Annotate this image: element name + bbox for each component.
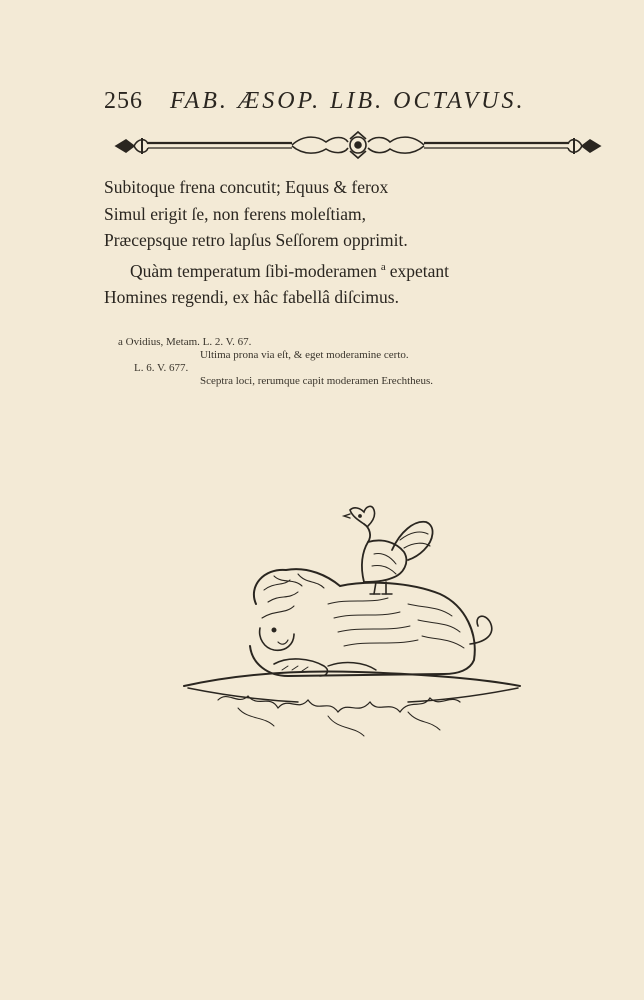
footnotes	[118, 336, 578, 388]
running-title: FAB. ÆSOP. LIB. OCTAVUS.	[170, 88, 526, 114]
verse-line: Præcepsque retro lapſus Seſſorem opprimit.	[104, 230, 408, 250]
fable-verse	[104, 174, 574, 310]
page-header	[104, 88, 574, 122]
verse-line-moral	[104, 254, 574, 284]
verse-line: Simul erigit ſe, non ferens moleſtiam,	[104, 203, 366, 224]
verse-line-part: Quàm temperatum ſibi-moderamen	[130, 260, 377, 281]
lion-and-rooster-icon	[178, 494, 528, 744]
footnote-line: a Ovidius, Metam. L. 2. V. 67.	[118, 336, 252, 348]
verse-line: Subitoque frena concutit; Equus & ferox	[104, 177, 389, 197]
ornamental-rule-icon	[112, 128, 604, 164]
footnote-line: Sceptra loci, rerumque capit moderamen Erechtheus.	[200, 375, 434, 387]
footnote-line: L. 6. V. 677.	[134, 362, 189, 374]
verse-line: Homines regendi, ex hâc fabellâ diſcimus.	[104, 286, 399, 307]
footnote-marker: a	[380, 260, 386, 273]
footnote-line: Ultima prona via eſt, & eget moderamine certo.	[200, 349, 409, 361]
verse-line-part: expetant	[389, 260, 450, 281]
page-number: 256	[104, 88, 143, 114]
